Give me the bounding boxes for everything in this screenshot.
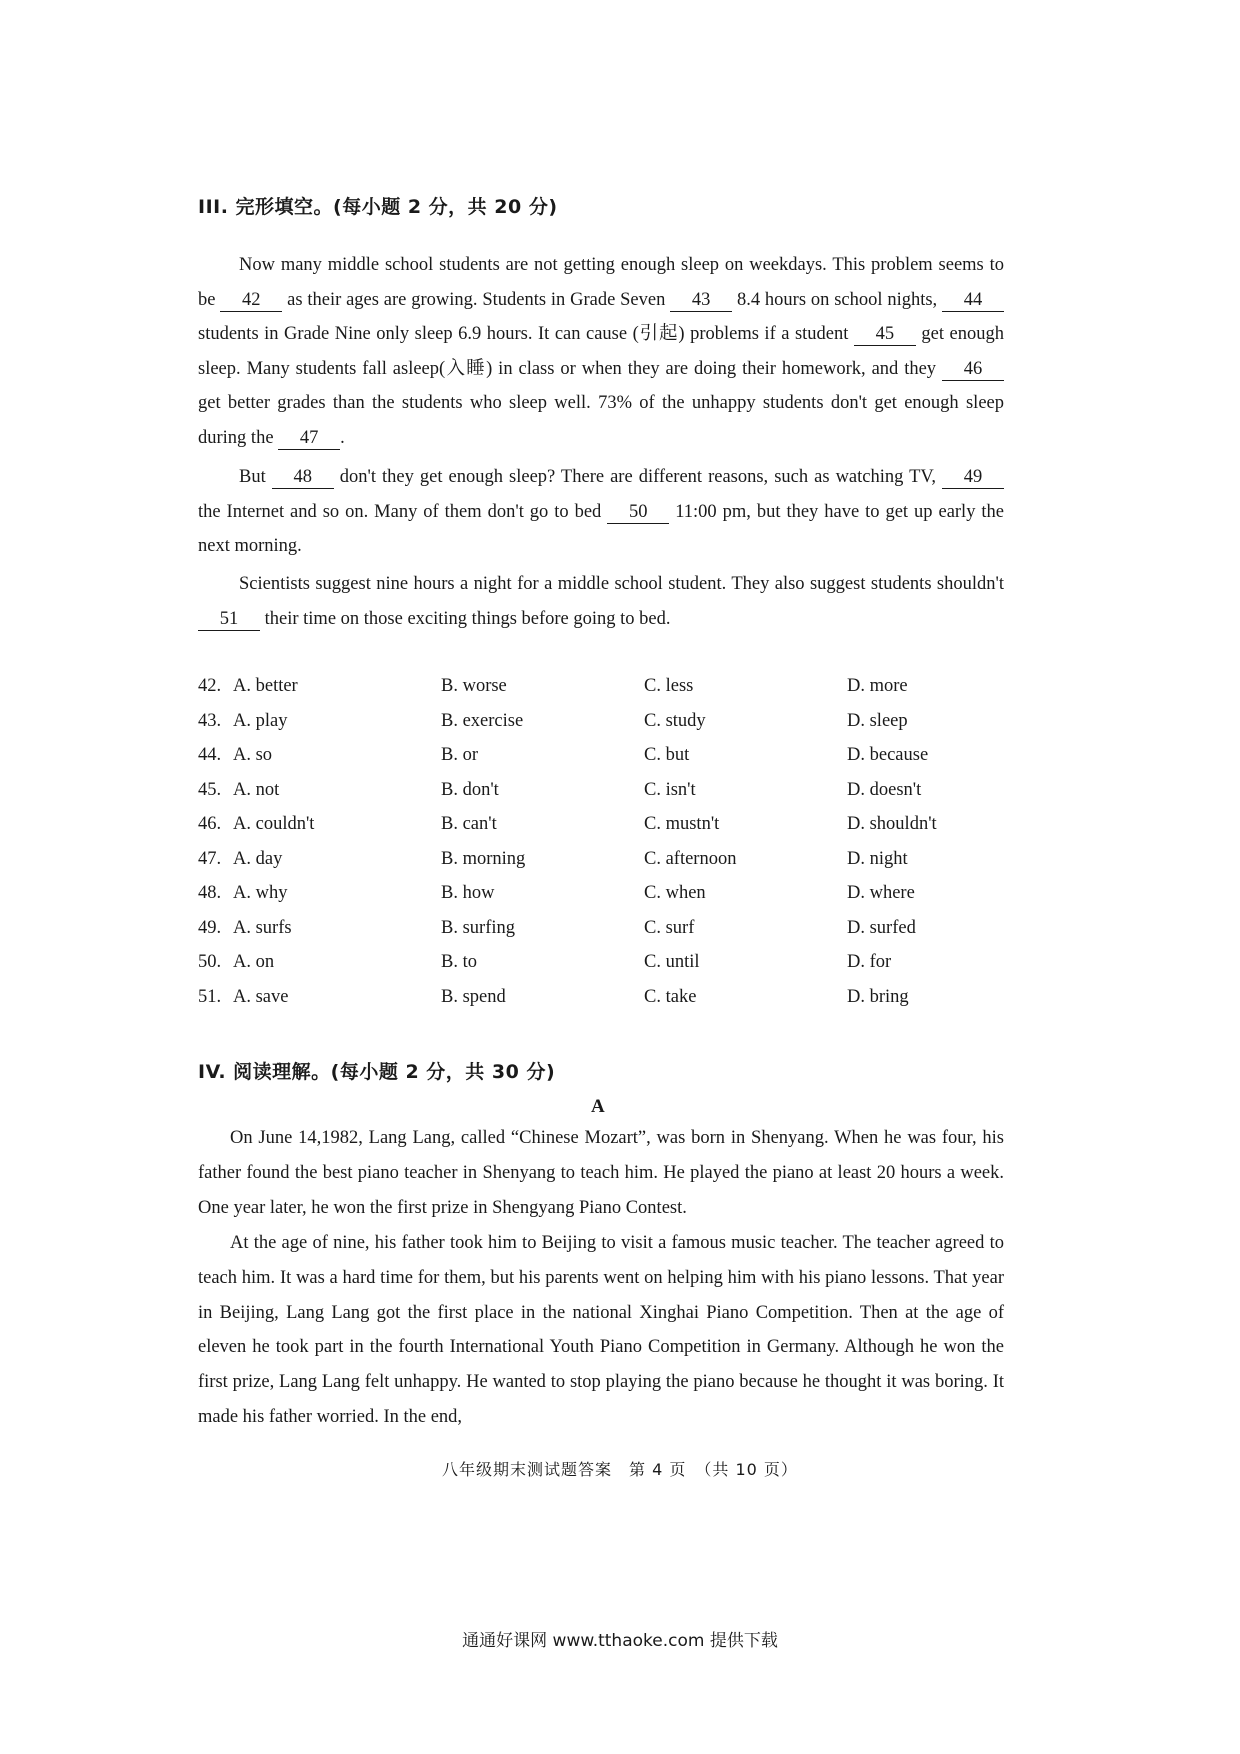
text-run: don't they get enough sleep? There are different reasons, such as watching TV,	[333, 467, 942, 487]
question-number: 42.	[198, 676, 222, 696]
text-run: 11:00 pm, but they have to get up early the next morning.	[198, 501, 1005, 557]
cloze-paragraph-1	[198, 248, 1004, 456]
section-4-heading: IV. 阅读理解。(每小题 2 分，共 30 分)	[198, 1061, 556, 1083]
option-d: D. doesn't	[847, 779, 922, 800]
option-a: A. better	[233, 676, 298, 696]
cloze-paragraph-3	[198, 567, 1004, 636]
option-c: C. surf	[644, 917, 695, 938]
question-number: 51.	[198, 986, 222, 1007]
question-number: 46.	[198, 814, 222, 834]
text-run: the Internet and so on. Many of them don't go to bed	[198, 501, 608, 522]
text-run: as their ages are growing. Students in Grade Seven	[282, 289, 671, 310]
option-row	[198, 883, 998, 917]
blank-46: 46	[942, 358, 1004, 381]
reading-paragraph-1: On June 14,1982, Lang Lang, called “Chinese Mozart”, was born in Shenyang. When he was four, his father found the best piano teacher in Shenyang to teach him. He played the piano at least 20 hours a week. One year later, he won the first prize in Shengyang Piano Contest.	[198, 1128, 1004, 1218]
option-c: C. take	[644, 986, 697, 1007]
option-b: B. can't	[441, 814, 497, 834]
option-a: A. not	[233, 779, 280, 800]
blank-48: 48	[272, 466, 334, 489]
question-number: 43.	[198, 710, 222, 731]
option-b: B. or	[441, 745, 478, 765]
option-c: C. afternoon	[644, 848, 737, 869]
option-c: C. isn't	[644, 779, 696, 800]
option-d: D. sleep	[847, 710, 908, 731]
option-b: B. to	[441, 952, 477, 972]
text-run: get enough sleep. Many students fall asleep(入睡) in class or when they are doing their homework, and they	[198, 324, 1005, 379]
question-number: 45.	[198, 779, 222, 800]
option-d: D. because	[847, 745, 929, 765]
option-row	[198, 745, 998, 779]
option-row	[198, 711, 998, 745]
option-d: D. bring	[847, 986, 909, 1007]
text-run: students in Grade Nine only sleep 6.9 hours. It can cause (引起) problems if a student	[198, 324, 854, 345]
option-a: A. save	[233, 986, 289, 1007]
option-d: D. shouldn't	[847, 814, 937, 834]
question-number: 47.	[198, 848, 222, 869]
option-a: A. day	[233, 848, 283, 869]
option-d: D. for	[847, 952, 892, 972]
option-c: C. until	[644, 952, 700, 972]
question-number: 50.	[198, 952, 222, 972]
option-b: B. exercise	[441, 710, 524, 731]
option-c: C. when	[644, 883, 706, 903]
option-c: C. mustn't	[644, 814, 720, 834]
cloze-paragraph-2	[198, 460, 1004, 564]
section-3-heading: III. 完形填空。(每小题 2 分，共 20 分)	[198, 196, 558, 218]
option-b: B. morning	[441, 848, 526, 869]
text-run: But	[239, 467, 272, 487]
option-b: B. worse	[441, 676, 507, 696]
question-number: 49.	[198, 917, 222, 938]
text-run: Now many middle school students are not getting enough sleep on weekdays. This problem seems to be	[198, 255, 1004, 310]
option-a: A. on	[233, 952, 275, 972]
option-a: A. play	[233, 710, 288, 731]
text-run: get better grades than the students who sleep well. 73% of the unhappy students don't get enough sleep during the	[198, 393, 1004, 448]
option-row	[198, 987, 998, 1021]
page-footer: 八年级期末测试题答案 第 4 页 （共 10 页）	[442, 1460, 798, 1479]
question-number: 44.	[198, 745, 222, 765]
option-b: B. how	[441, 883, 495, 903]
reading-paragraph-2: At the age of nine, his father took him to Beijing to visit a famous music teacher. The teacher agreed to teach him. It was a hard time for them, but his parents went on helping him with his piano lessons. That year in Beijing, Lang Lang got the first place in the national Xinghai Piano Competition. Then at the age of eleven he took part in the fourth International Youth Piano Competition in Germany. Although he won the first prize, Lang Lang felt unhappy. He wanted to stop playing the piano because he thought it was boring. It made his father worried. In the end,	[198, 1233, 1004, 1427]
option-row	[198, 918, 998, 952]
option-row	[198, 676, 998, 710]
text-run: .	[340, 427, 345, 448]
option-a: A. why	[233, 883, 288, 903]
question-number: 48.	[198, 883, 222, 903]
passage-letter: A	[591, 1096, 605, 1117]
option-row	[198, 952, 998, 986]
blank-42: 42	[220, 289, 282, 312]
text-run: Scientists suggest nine hours a night for a middle school student. They also suggest students shouldn't	[239, 574, 1004, 594]
text-run: their time on those exciting things before going to bed.	[260, 608, 671, 629]
option-row	[198, 814, 998, 848]
option-c: C. but	[644, 745, 690, 765]
option-c: C. study	[644, 710, 706, 731]
option-b: B. surfing	[441, 917, 515, 938]
option-a: A. couldn't	[233, 814, 315, 834]
blank-44: 44	[942, 289, 1004, 312]
text-run: 8.4 hours on school nights,	[732, 289, 943, 310]
option-b: B. don't	[441, 779, 499, 800]
option-d: D. more	[847, 676, 908, 696]
option-b: B. spend	[441, 986, 506, 1007]
option-d: D. surfed	[847, 917, 916, 938]
blank-51: 51	[198, 608, 260, 631]
option-a: A. so	[233, 745, 273, 765]
option-c: C. less	[644, 676, 694, 696]
blank-50: 50	[607, 501, 669, 524]
blank-49: 49	[942, 466, 1004, 489]
option-d: D. where	[847, 883, 915, 903]
option-a: A. surfs	[233, 917, 292, 938]
blank-47: 47	[278, 427, 340, 450]
blank-45: 45	[854, 323, 916, 346]
option-row	[198, 849, 998, 883]
blank-43: 43	[670, 289, 732, 312]
option-d: D. night	[847, 848, 908, 869]
download-site-note: 通通好课网 www.tthaoke.com 提供下载	[462, 1631, 778, 1651]
option-row	[198, 780, 998, 814]
